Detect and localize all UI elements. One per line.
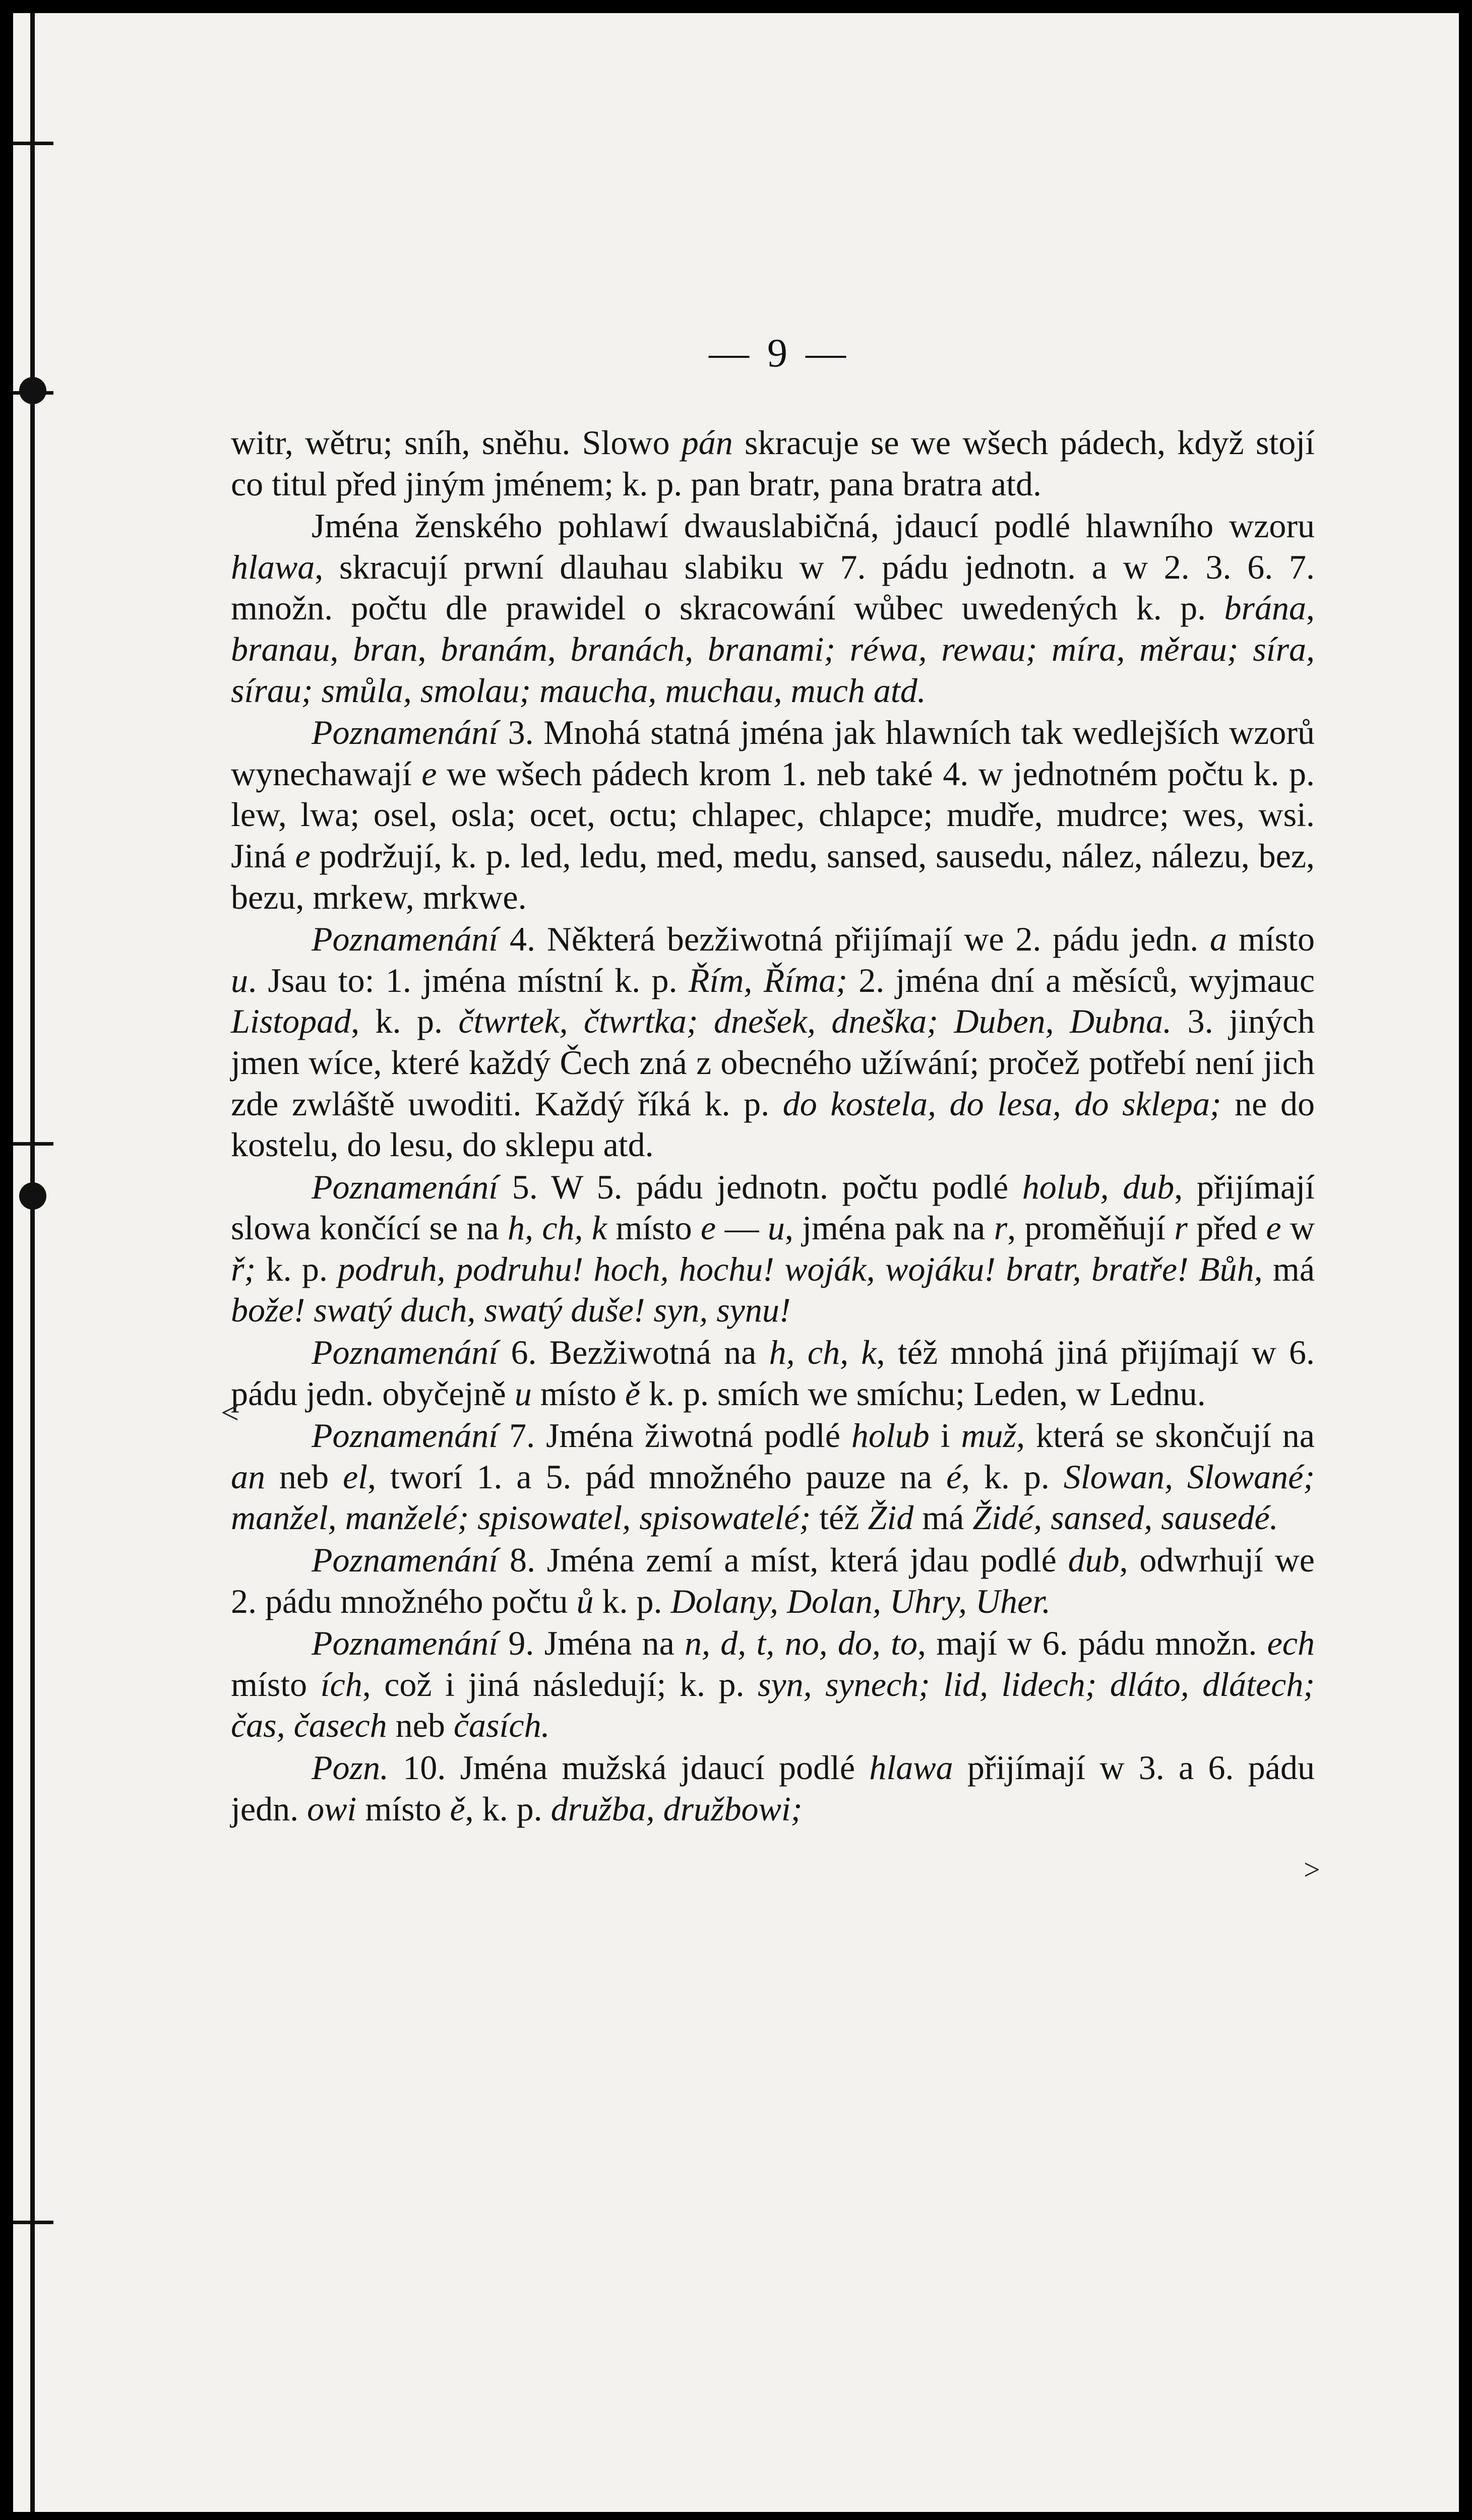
italic-run: pán <box>681 423 733 462</box>
italic-run: ů <box>576 1582 594 1620</box>
text-run: 5. W 5. pádu jednotn. počtu podlé <box>498 1167 1022 1206</box>
page-number: — 9 — <box>709 331 850 375</box>
italic-run: Žid <box>868 1498 914 1537</box>
text-run: witr, wětru; sníh, sněhu. Slowo <box>231 423 682 462</box>
text-run: , <box>685 629 708 668</box>
italic-run: muž <box>961 1416 1017 1455</box>
text-run: , k. p. <box>351 1002 459 1041</box>
text-run: 3. jiných jmen wíce, které každý Čech zná z obecného užíwání; pročež potřebí není jich zde zwláště uwoditi. Každý říká k. p. <box>231 1002 1315 1123</box>
text-run: , odwrhují we 2. pádu množného počtu <box>231 1541 1315 1620</box>
text-run: skracuje se we wšech pádech, když stojí co titul před jiným jménem; k. p. pan bratr, pana bratra atd. <box>231 423 1315 503</box>
italic-run: čtwrtek, čtwrtka; dnešek, dneška; Duben, Dubna. <box>458 1002 1172 1041</box>
italic-run: é <box>946 1457 962 1496</box>
text-run: , proměňují <box>1007 1209 1175 1247</box>
paragraph <box>231 919 1315 1166</box>
text-run: má <box>913 1498 973 1537</box>
text-run: místo <box>356 1789 450 1828</box>
text-run: místo <box>1227 920 1315 959</box>
italic-run: u <box>514 1374 532 1413</box>
text-run: , mají w 6. pádu množn. <box>917 1624 1267 1663</box>
italic-run: Poznamenání <box>312 1416 499 1455</box>
italic-run: holub <box>851 1416 930 1455</box>
italic-run: branách <box>570 629 685 668</box>
text-run: neb <box>265 1457 343 1496</box>
italic-run: branau <box>231 629 330 668</box>
italic-run: ě <box>450 1789 465 1828</box>
italic-run: ě <box>625 1374 641 1413</box>
text-run: k. p. <box>593 1582 671 1620</box>
text-run: přijímají w 3. a 6. pádu jedn. <box>231 1748 1315 1828</box>
paragraph <box>231 712 1315 918</box>
text-run: , která se skončují na <box>1016 1416 1315 1455</box>
text-run: , <box>547 629 571 668</box>
book-page <box>13 13 1459 2512</box>
italic-run: bože! swatý duch, swatý duše! syn, synu! <box>231 1291 791 1330</box>
text-run: místo <box>531 1374 625 1413</box>
paragraph <box>231 1415 1315 1539</box>
text-run: 9. Jména na <box>498 1624 685 1663</box>
text-run: neb <box>387 1706 454 1745</box>
text-run: , skracují prwní dlauhau slabiku w 7. pádu jednotn. a w 2. 3. 6. 7. množn. počtu dle prawidel o skracowání wůbec uwedených k. p. <box>231 547 1315 627</box>
paragraph <box>231 1167 1315 1331</box>
text-run: — <box>716 1209 768 1247</box>
text-run: 10. Jména mužská jdaucí podlé <box>389 1748 870 1787</box>
italic-run: Listopad <box>231 1002 351 1041</box>
text-run: má <box>1262 1249 1315 1288</box>
italic-run: e <box>295 836 311 875</box>
italic-run: r <box>1174 1209 1188 1247</box>
text-run: 6. Bezžiwotná na <box>498 1333 769 1372</box>
text-run: 8. Jména zemí a míst, která jdau podlé <box>498 1541 1068 1580</box>
italic-run: družba, družbowi; <box>550 1789 803 1828</box>
italic-run: e <box>700 1209 716 1247</box>
paragraph <box>231 506 1315 711</box>
italic-run: ech <box>1267 1624 1315 1663</box>
italic-run: Poznamenání <box>312 713 499 752</box>
text-run: místo <box>607 1209 701 1247</box>
italic-run: hlawa <box>231 547 315 586</box>
italic-run: hlawa <box>869 1748 953 1787</box>
binding-edge <box>13 13 53 2512</box>
text-run: 4. Některá bezžiwotná přijímají we 2. pádu jedn. <box>498 920 1210 959</box>
italic-run: h, ch, k <box>769 1333 877 1372</box>
text-run: , jména pak na <box>784 1209 994 1247</box>
italic-run: syn, synech; lid, lidech; dláto, dlátech; čas, časech <box>231 1665 1315 1745</box>
italic-run: Židé, sansed, sausedé. <box>972 1498 1278 1537</box>
italic-run: ích <box>320 1665 362 1704</box>
italic-run: owi <box>307 1789 357 1828</box>
text-run: we wšech pádech krom 1. neb také 4. w jednotném počtu k. p. lew, lwa; osel, osla; ocet, octu; chlapec, chlapce; mudře, mudrce; wes, wsi. Jiná <box>231 754 1315 875</box>
text-run: Jména ženského pohlawí dwauslabičná, jdaucí podlé hlawního wzoru <box>312 507 1315 545</box>
text-run: též <box>811 1498 868 1537</box>
italic-run: h, ch, k <box>508 1209 607 1247</box>
text-run: . Jsau to: 1. jména místní k. p. <box>248 961 689 999</box>
text-run: k. p. <box>256 1249 338 1288</box>
italic-run: časích. <box>453 1706 550 1745</box>
italic-run: Poznamenání <box>312 920 499 959</box>
italic-run: branám <box>441 629 547 668</box>
italic-run: e <box>421 754 437 793</box>
text-run: k. p. smích we smíchu; Leden, w Lednu. <box>640 1374 1206 1413</box>
italic-run: Dolany, Dolan, Uhry, Uher. <box>670 1582 1051 1620</box>
paragraph <box>231 1332 1315 1414</box>
italic-run: Poznamenání <box>312 1333 499 1372</box>
margin-mark-left: < <box>221 1395 239 1430</box>
italic-run: r <box>994 1209 1008 1247</box>
italic-run: branami; réwa, rewau; míra, měrau; síra, sírau; smůla, smolau; maucha, muchau, much atd. <box>231 629 1315 710</box>
margin-mark-right: > <box>1304 1853 1320 1886</box>
italic-run: Poznamenání <box>312 1167 499 1206</box>
italic-run: dub <box>1068 1541 1120 1580</box>
italic-run: el <box>342 1457 368 1496</box>
paragraph <box>231 422 1315 505</box>
text-run: , <box>1306 589 1315 627</box>
text-run: , k. p. <box>961 1457 1064 1496</box>
italic-run: Pozn. <box>312 1748 389 1787</box>
text-run: 7. Jména žiwotná podlé <box>498 1416 851 1455</box>
paragraph <box>231 1747 1315 1830</box>
italic-run: holub, dub <box>1022 1167 1175 1206</box>
text-run: , přijímají slowa končící se na <box>231 1167 1315 1247</box>
text-run: podržují, k. p. led, ledu, med, medu, sansed, sausedu, nález, nálezu, bez, bezu, mrkew, mrkwe. <box>231 836 1315 916</box>
italic-run: u <box>231 961 248 999</box>
italic-run: do kostela, do lesa, do sklepa; <box>782 1084 1221 1123</box>
italic-run: bran <box>353 629 418 668</box>
italic-run: n, d, t, no, do, to <box>685 1624 917 1663</box>
italic-run: e <box>1266 1209 1281 1247</box>
text-run: , <box>330 629 353 668</box>
text-run: , což i jiná následují; k. p. <box>362 1665 758 1704</box>
text-run: místo <box>231 1665 321 1704</box>
paragraph <box>231 1623 1315 1746</box>
italic-run: Řím, Říma; <box>688 961 847 999</box>
text-run: před <box>1187 1209 1266 1247</box>
text-run: , též mnohá jiná přijímají w 6. pádu jedn. obyčejně <box>231 1333 1315 1413</box>
italic-run: a <box>1210 920 1228 959</box>
text-run: 2. jména dní a měsíců, wyjmauc <box>847 961 1315 999</box>
italic-run: Poznamenání <box>312 1624 499 1663</box>
text-run: w <box>1281 1209 1315 1247</box>
italic-run: an <box>231 1457 265 1496</box>
italic-run: brána <box>1224 589 1306 627</box>
italic-run: u <box>767 1209 785 1247</box>
text-run: 3. Mnohá statná jména jak hlawních tak wedlejších wzorů wynechawají <box>231 713 1315 793</box>
italic-run: Slowan, Slowané; manžel, manželé; spisowatel, spisowatelé; <box>231 1457 1315 1537</box>
italic-run: podruh, podruhu! hoch, hochu! woják, wojáku! bratr, bratře! Bůh, <box>338 1249 1263 1288</box>
text-run: , k. p. <box>465 1789 551 1828</box>
body-text <box>231 422 1315 1831</box>
paragraph <box>231 1540 1315 1622</box>
italic-run: ř; <box>231 1249 256 1288</box>
text-run: i <box>929 1416 961 1455</box>
italic-run: Poznamenání <box>312 1541 499 1580</box>
text-run: , <box>417 629 441 668</box>
text-run: , tworí 1. a 5. pád množného pauze na <box>367 1457 946 1496</box>
text-run: ne do kostelu, do lesu, do sklepu atd. <box>231 1084 1315 1164</box>
